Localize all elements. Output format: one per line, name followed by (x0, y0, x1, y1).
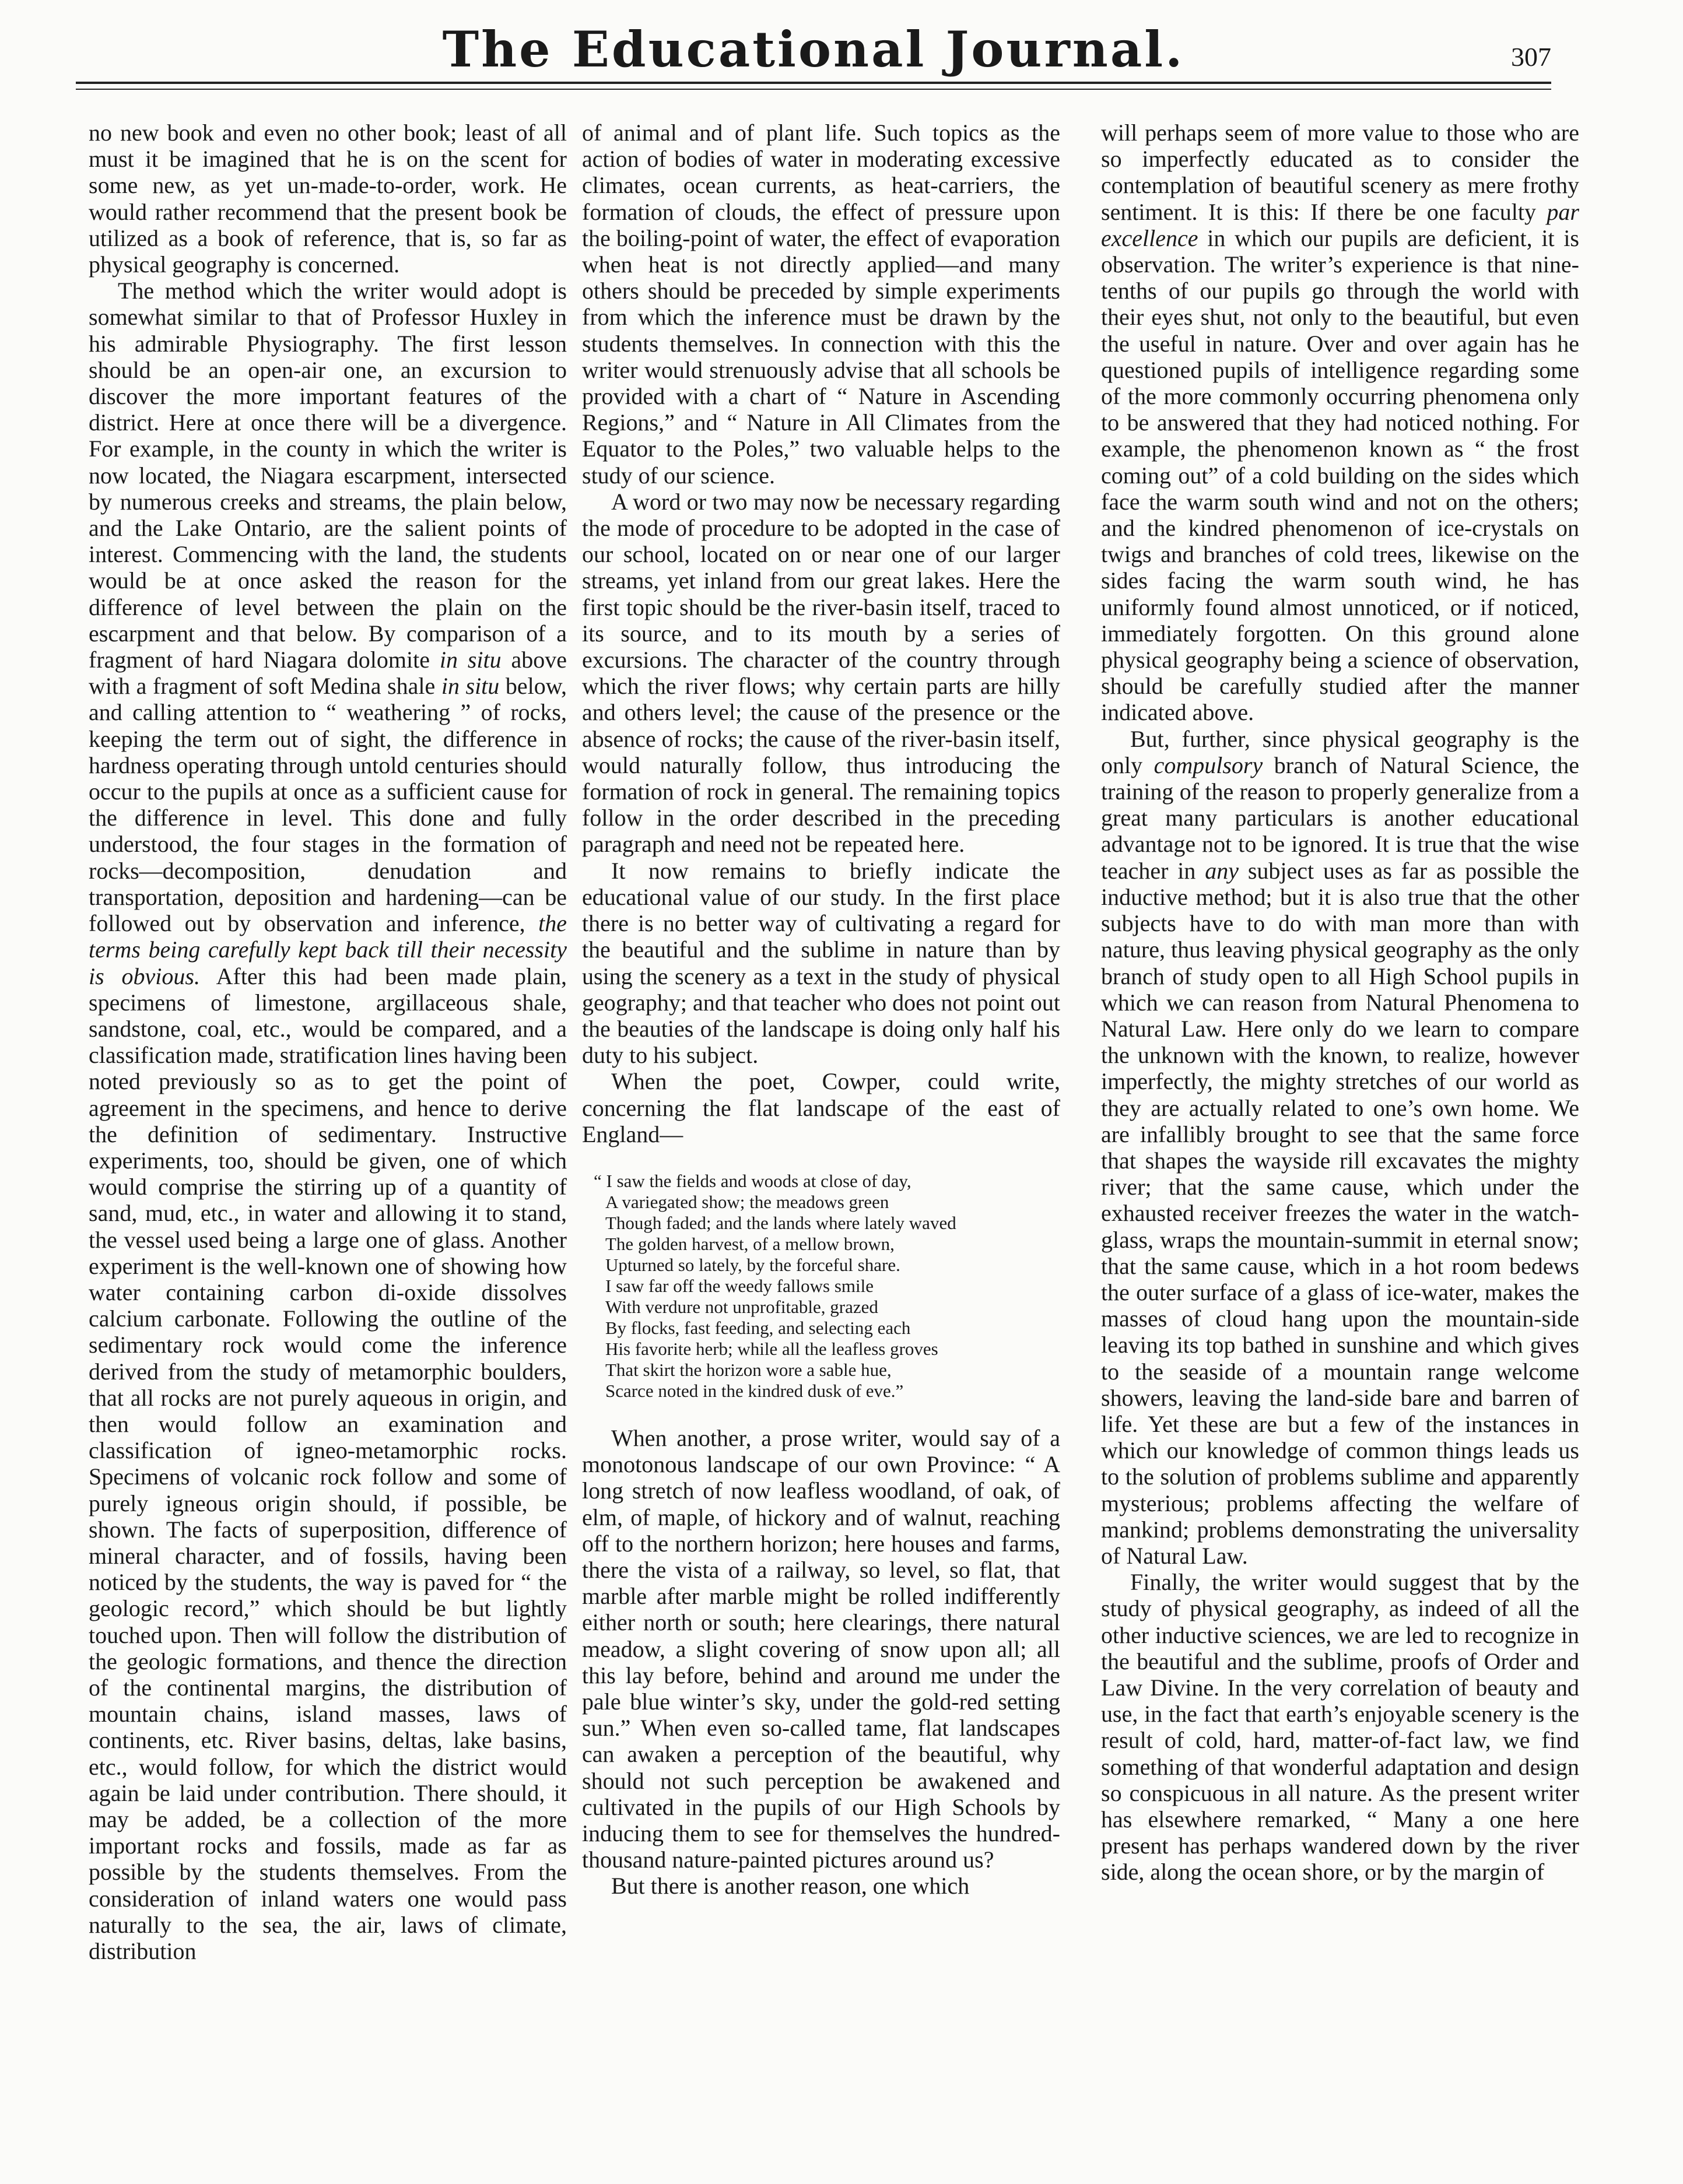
italic-emphasis: the terms being carefully kept back till their necessity is obvious. (89, 910, 567, 989)
paragraph: When another, a prose writer, would say of a monotonous landscape of our own Province: “ A long stretch of now leafless woodland, of oak, of elm, of maple, of hickory and of walnut, reaching off to the northern horizon; here houses and farms, there the vista of a railway, so level, so flat, that marble after marble might be rolled indifferently either north or south; here clearings, there natural meadow, a slight covering of snow upon all; all this lay before, behind and around me under the pale blue winter’s sky, under the gold-red setting sun.” When even so-called tame, flat landscapes can awaken a perception of the beautiful, why should not such perception be awakened and cultivated in the pupils of our High Schools by inducing them to see for themselves the hundred-thousand nature-painted pictures around us? (582, 1424, 1060, 1873)
paragraph: When the poet, Cowper, could write, concerning the flat landscape of the east of England— (582, 1068, 1060, 1147)
page-number: 307 (1511, 42, 1551, 72)
paragraph: It now remains to briefly indicate the educational value of our study. In the first place there is no better way of cultivating a regard for the beautiful and the sublime in nature than by using the scenery as a text in the study of physical geography; and that teacher who does not point out the beauties of the landscape is doing only half his duty to his subject. (582, 857, 1060, 1069)
paragraph (89, 278, 567, 1964)
masthead (76, 17, 1551, 87)
text-run: But, further, since physical geography is the only (1101, 725, 1579, 778)
paragraph (1101, 726, 1579, 1569)
poem-line: His favorite herb; while all the leafless groves (605, 1338, 938, 1359)
header-rule-thick (76, 82, 1551, 84)
paragraph: A word or two may now be necessary regarding the mode of procedure to be adopted in the case of our school, located on or near one of our larger streams, yet inland from our great lakes. Here the first topic should be the river-basin itself, traced to its source, and to its mouth by a series of excursions. The character of the country through which the river flows; why certain parts are hilly and others level; the cause of the presence or the absence of rocks; the cause of the river-basin itself, would naturally follow, thus introducing the formation of rock in general. The remaining topics follow in the order described in the preceding paragraph and need not be repeated here. (582, 488, 1060, 858)
paragraph (1101, 120, 1579, 726)
text-run: above with a fragment of soft Medina shale (89, 647, 567, 700)
paragraph: But there is another reason, one which (611, 1873, 970, 1899)
italic-term: in situ (439, 647, 502, 673)
poem-line: With verdure not unprofitable, grazed (605, 1296, 878, 1317)
column-2 (582, 120, 1060, 1899)
poem-line: The golden harvest, of a mellow brown, (605, 1233, 895, 1254)
text-run: below, and calling attention to “ weathering ” of rocks, keeping the term out of sight, the difference in hardness operating through untold centuries should occur to the pupils at once as a sufficient cause for the difference in level. This done and fully understood, the four stages in the formation of rocks—decomposition, denudation and transportation, deposition and hardening—can be followed out by observation and inference, (89, 673, 567, 937)
journal-title: The Educational Journal. (442, 20, 1185, 78)
text-run: The method which the writer would adopt is somewhat similar to that of Professor Huxley in his admirable Physiography. The first lesson should be an open-air one, an excursion to discover the more important features of the district. Here at once there will be a divergence. For example, in the county in which the writer is now located, the Niagara escarpment, intersected by numerous creeks and streams, the plain below, and the Lake Ontario, are the salient points of interest. Commencing with the land, the students would be at once asked the reason for the difference of level between the plain on the escarpment and that below. By comparison of a fragment of hard Niagara dolomite (89, 278, 567, 673)
text-run: branch of Natural Science, the training of the reason to properly generalize from a great many particulars is another educational advantage not to be ignored. It is true that the wise teacher in (1101, 752, 1579, 884)
text-run: in which our pupils are deficient, it is observation. The writer’s experience is that nine-tenths of our pupils go through the world with their eyes shut, not only to the beautiful, but even the useful in nature. Over and over again has he questioned pupils of intelligence regarding some of the more commonly occurring phenomena only to be answered that they had noticed nothing. For example, the phenomenon known as “ the frost coming out” of a cold building on the sides which face the warm south wind and not on the others; and the kindred phenomenon of ice-crystals on twigs and branches of cold trees, likewise on the sides facing the warm south wind, he has uniformly found almost unnoticed, or if noticed, immediately forgotten. On this ground alone physical geography being a science of observation, should be carefully studied after the manner indicated above. (1101, 224, 1579, 726)
italic-term: in situ (441, 673, 500, 700)
poem-line: Though faded; and the lands where lately waved (605, 1212, 956, 1233)
poem-line: Scarce noted in the kindred dusk of eve.” (605, 1380, 904, 1401)
paragraph: of animal and of plant life. Such topics as the action of bodies of water in moderating excessive climates, ocean currents, as heat-carriers, the formation of clouds, the effect of pressure upon the boiling-point of water, the effect of evaporation when heat is not directly applied—and many others should be preceded by simple experiments from which the inference must be drawn by the students themselves. In connection with this the writer would strenuously advise that all schools be provided with a chart of “ Nature in Ascending Regions,” and “ Nature in All Climates from the Equator to the Poles,” two valuable helps to the study of our science. (582, 120, 1060, 489)
poem-line: Upturned so lately, by the forceful share. (605, 1254, 900, 1275)
poem-line: “ I saw the fields and woods at close of day, (594, 1170, 911, 1191)
column-3 (1101, 120, 1579, 1885)
poem-line: I saw far off the weedy fallows smile (605, 1275, 874, 1296)
italic-term: compulsory (1153, 752, 1263, 778)
paragraph: Finally, the writer would suggest that by the study of physical geography, as indeed of all the other inductive sciences, we are led to recognize in the beautiful and the sublime, proofs of Order and Law Divine. In the very correlation of beauty and use, in the fact that earth’s enjoyable scenery is the result of cold, hard, matter-of-fact law, we find something of that wonderful adaptation and design so conspicuous in all nature. As the present writer has elsewhere remarked, “ Many a one here present has perhaps wandered down by the river side, along the ocean shore, or by the margin of (1101, 1569, 1579, 1885)
paragraph: no new book and even no other book; least of all must it be imagined that he is on the scent for some new, as yet un-made-to-order, work. He would rather recommend that the present book be utilized as a book of reference, that is, so far as physical geography is concerned. (89, 120, 567, 278)
text-run: After this had been made plain, specimens of limestone, argillaceous shale, sandstone, coal, etc., would be compared, and a classification made, stratification lines having been noted previously so as to get the point of agreement in the specimens, and hence to derive the definition of sedimentary. Instructive experiments, too, should be given, one of which would comprise the stirring up of a quantity of sand, mud, etc., in water and allowing it to stand, the vessel used being a large one of glass. Another experiment is the well-known one of showing how water containing carbon di-oxide dissolves calcium carbonate. Following the outline of the sedimentary rock would come the inference derived from the study of metamorphic boulders, that all rocks are not purely aqueous in origin, and then would follow an examination and classification of igneo-metamorphic rocks. Specimens of volcanic rock follow and some of purely igneous origin should, if possible, be shown. The facts of superposition, difference of mineral character, and of fossils, having been noticed by the students, the way is paved for “ the geologic record,” which should be but lightly touched upon. Then will follow the distribution of the geologic formations, and thence the direction of the continental margins, the distribution of mountain chains, island masses, laws of continents, etc. River basins, deltas, lake basins, etc., would follow, for which the district would again be laid under contribution. There should, it may be added, be a collection of the more important rocks and fossils, made as far as possible by the students themselves. From the consideration of inland waters one would pass naturally to the sea, the air, laws of climate, distribution (89, 963, 567, 1965)
poem-line: A variegated show; the meadows green (605, 1191, 889, 1212)
italic-term: any (1205, 857, 1239, 884)
poem-line: That skirt the horizon wore a sable hue, (605, 1359, 892, 1380)
text-run: will perhaps seem of more value to those who are so imperfectly educated as to consider the contemplation of beautiful scenery as mere frothy sentiment. It is this: If there be one faculty (1101, 120, 1579, 225)
poem-line: By flocks, fast feeding, and selecting each (605, 1317, 911, 1338)
column-1 (89, 120, 567, 1964)
text-run: subject uses as far as possible the inductive method; but it is also true that the other subjects have to do with man more than with nature, thus leaving physical geography as the only branch of study open to all High School pupils in which we can reason from Natural Phenomena to Natural Law. Here only do we learn to compare the unknown with the known, to realize, however imperfectly, the mighty stretches of our world as they are actually related to one’s own home. We are infallibly brought to see that the same force that shapes the wayside rill excavates the mighty river; that the same cause, which under the exhausted receiver freezes the water in the watch-glass, wraps the mountain-summit in eternal snow; that the same cause, which in a hot room bedews the outer surface of a glass of ice-water, makes the masses of cloud hang upon the mountain-side leaving its top bathed in sunshine and which gives to the seaside of a mountain range welcome showers, leaving the land-side bare and barren of life. Yet these are but a few of the instances in which our knowledge of common things leads us to the solution of problems sublime and apparently mysterious; problems affecting the welfare of mankind; problems demonstrating the universality of Natural Law. (1101, 857, 1580, 1569)
poem-quotation (582, 1171, 1060, 1402)
header-rule-thin (76, 89, 1551, 90)
italic-term: par excellence (1101, 198, 1579, 251)
